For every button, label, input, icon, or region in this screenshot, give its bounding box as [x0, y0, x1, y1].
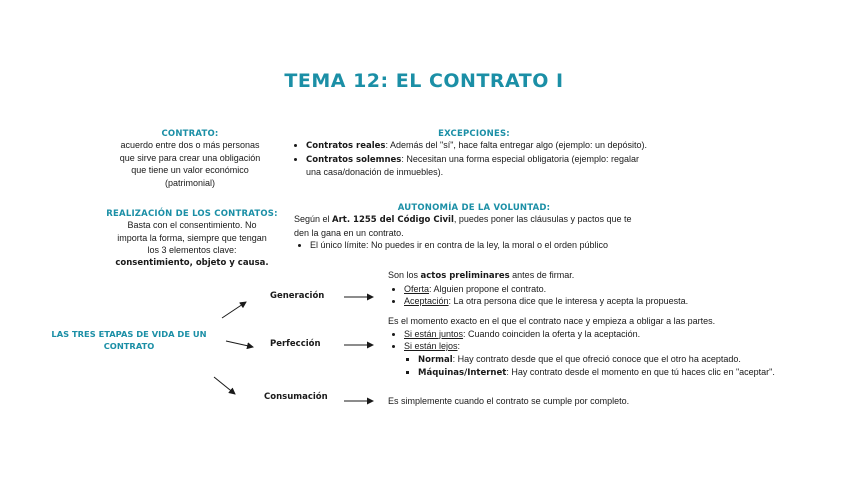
list-item [404, 340, 838, 380]
generacion-intro [388, 269, 828, 283]
arrow-to-perfeccion [226, 341, 253, 347]
realizacion-line: importa la forma, siempre que tengan [117, 232, 267, 243]
autonomia-pre: Según el [294, 214, 333, 224]
list-item [404, 283, 828, 296]
realizacion-line: Basta con el consentimiento. No [127, 220, 257, 230]
term: Contratos solemnes [306, 154, 402, 165]
stage-generacion: Generación [270, 291, 325, 301]
autonomia-article: Art. 1255 del Código Civil [332, 215, 454, 225]
lejos-sublist [404, 353, 838, 380]
intro-pre: Son los [388, 270, 421, 280]
list-item [418, 366, 838, 380]
contrato-line: (patrimonial) [164, 177, 215, 188]
consumacion-detail: Es simplemente cuando el contrato se cumple por completo. [388, 396, 630, 406]
arrow-to-consumacion [214, 377, 235, 394]
realizacion-bold: consentimiento, objeto y causa. [115, 257, 269, 268]
item-suffix: : [457, 341, 461, 351]
intro-bold: actos preliminares [420, 271, 510, 281]
list-item: • El único límite: No puedes ir en contra de la ley, la moral o el orden público [310, 239, 654, 252]
perfeccion-intro: Es el momento exacto en el que el contrato nace y empieza a obligar a las partes. [388, 316, 716, 326]
term: Oferta [404, 283, 430, 294]
generacion-detail [388, 269, 828, 308]
item-text: : La otra persona dice que le interesa y acepta la propuesta. [448, 296, 689, 306]
perfeccion-detail [388, 315, 838, 380]
contrato-line: acuerdo entre dos o más personas [120, 140, 260, 150]
item-text: : Además del "sí", hace falta entregar algo (ejemplo: un depósito). [385, 140, 648, 150]
autonomia-heading: AUTONOMÍA DE LA VOLUNTAD: [397, 203, 551, 213]
item-text: : Hay contrato desde que el que ofreció conoce que el otro ha aceptado. [452, 353, 741, 364]
etapas-label: LAS TRES ETAPAS DE VIDA DE UN CONTRATO [51, 329, 207, 351]
list-item [404, 295, 828, 308]
term: Contratos reales [306, 141, 386, 151]
page-title: TEMA 12: EL CONTRATO I [284, 70, 564, 92]
term: Si están juntos [404, 328, 464, 339]
list-item [404, 328, 838, 341]
stage-consumacion: Consumación [264, 392, 328, 402]
item-text: : Necesitan una forma especial obligatoria (ejemplo: regalar una casa/donación de inmuebles). [306, 153, 639, 177]
term: Máquinas/Internet [418, 368, 507, 378]
perfeccion-list [388, 328, 838, 380]
term: Normal [418, 354, 453, 365]
contrato-line: que sirve para crear una obligación [119, 152, 261, 163]
contrato-heading: CONTRATO: [161, 129, 219, 139]
list-item [418, 353, 838, 367]
item-text: : Hay contrato desde el momento en que tú haces clic en "aceptar". [506, 367, 775, 377]
term: Si están lejos [404, 341, 458, 351]
item-text: : Cuando coinciden la oferta y la aceptación. [463, 328, 641, 339]
realizacion-heading: REALIZACIÓN DE LOS CONTRATOS: [106, 209, 278, 219]
arrow-to-generacion [222, 302, 246, 318]
stage-perfeccion: Perfección [270, 339, 321, 349]
realizacion-line: los 3 elementos clave: [147, 245, 237, 255]
intro-post: antes de firmar. [509, 270, 575, 280]
generacion-list [388, 283, 828, 308]
term: Aceptación [404, 296, 449, 306]
contrato-line: que tiene un valor económico [131, 165, 249, 175]
item-text: : Alguien propone el contrato. [429, 283, 547, 294]
excepciones-heading: EXCEPCIONES: [438, 129, 510, 139]
autonomia-post: , puedes poner las cláusulas y pactos que te den la gana en un contrato. [294, 214, 632, 238]
